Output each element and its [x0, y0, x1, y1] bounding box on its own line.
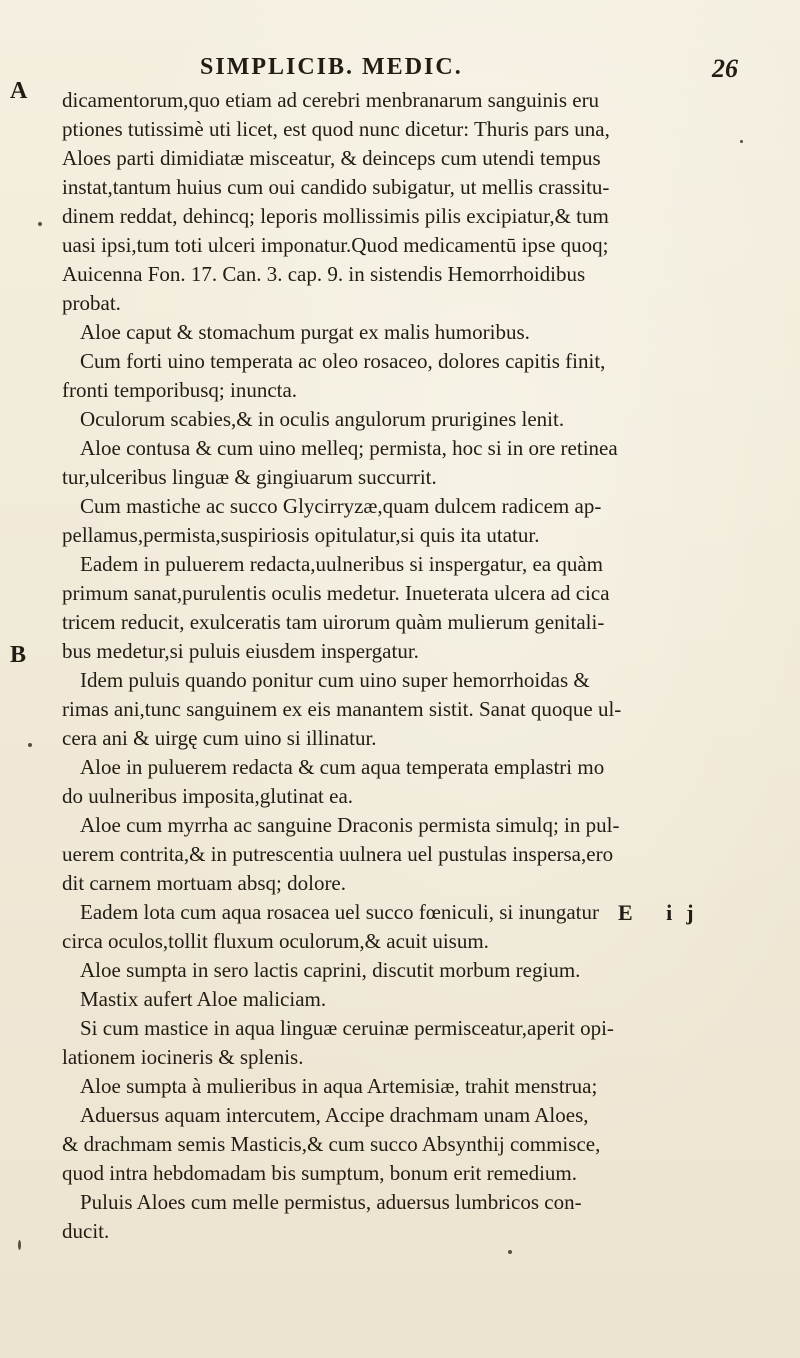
text-line: cera ani & uirgę cum uino si illinatur. [62, 726, 377, 750]
text-line: instat,tantum huius cum oui candido subigatur, ut mellis crassitu- [62, 175, 610, 199]
text-line: Oculorum scabies,& in oculis angulorum prurigines lenit. [80, 407, 565, 431]
body-text [62, 86, 726, 1246]
text-line: Si cum mastice in aqua linguæ ceruinæ permisceatur,aperit opi- [80, 1016, 614, 1040]
running-head: SIMPLICIB. MEDIC. [200, 54, 463, 80]
text-line: uasi ipsi,tum toti ulceri imponatur.Quod medicamentū ipse quoq; [62, 233, 609, 257]
text-line: uerem contrita,& in putrescentia uulnera uel pustulas inspersa,ero [62, 842, 614, 866]
text-line: Aduersus aquam intercutem, Accipe drachmam unam Aloes, [80, 1103, 589, 1127]
text-line: Cum mastiche ac succo Glycirryzæ,quam dulcem radicem ap- [80, 494, 602, 518]
text-line: Cum forti uino temperata ac oleo rosaceo, dolores capitis finit, [80, 349, 606, 373]
text-line: Puluis Aloes cum melle permistus, aduersus lumbricos con- [80, 1190, 582, 1214]
page-number: 26 [712, 54, 738, 83]
text-line: bus medetur,si puluis eiusdem inspergatur. [62, 639, 419, 663]
text-line: ducit. [62, 1219, 110, 1243]
text-line: circa oculos,tollit fluxum oculorum,& acuit uisum. [62, 929, 489, 953]
ink-speck [508, 1250, 512, 1254]
ink-speck [740, 140, 743, 143]
text-line: tur,ulceribus linguæ & gingiuarum succurrit. [62, 465, 437, 489]
text-line: Aloe caput & stomachum purgat ex malis humoribus. [80, 320, 530, 344]
text-line: Auicenna Fon. 17. Can. 3. cap. 9. in sistendis Hemorrhoidibus [62, 262, 586, 286]
ink-speck [38, 222, 42, 226]
margin-mark-b: B [10, 642, 27, 668]
text-line: dicamentorum,quo etiam ad cerebri menbranarum sanguinis eru [62, 88, 600, 112]
text-line: rimas ani,tunc sanguinem ex eis manantem sistit. Sanat quoque ul- [62, 697, 622, 721]
text-line: tricem reducit, exulceratis tam uirorum quàm mulierum genitali- [62, 610, 605, 634]
text-line: Aloe sumpta à mulieribus in aqua Artemisiæ, trahit menstrua; [80, 1074, 598, 1098]
text-line: Eadem lota cum aqua rosacea uel succo fœniculi, si inungatur [80, 900, 599, 924]
text-line: probat. [62, 291, 121, 315]
text-line: Idem puluis quando ponitur cum uino super hemorrhoidas & [80, 668, 590, 692]
text-line: & drachmam semis Masticis,& cum succo Absynthij commisce, [62, 1132, 601, 1156]
text-line: Aloe contusa & cum uino melleq; permista, hoc si in ore retinea [80, 436, 618, 460]
text-line: quod intra hebdomadam bis sumptum, bonum erit remedium. [62, 1161, 578, 1185]
text-line: Aloe in puluerem redacta & cum aqua temperata emplastri mo [80, 755, 605, 779]
catchword: E ij [618, 900, 708, 925]
ink-speck [28, 743, 32, 747]
text-line: primum sanat,purulentis oculis medetur. Inueterata ulcera ad cica [62, 581, 610, 605]
text-line: ptiones tutissimè uti licet, est quod nunc dicetur: Thuris pars una, [62, 117, 610, 141]
text-line: Aloe cum myrrha ac sanguine Draconis permista simulq; in pul- [80, 813, 620, 837]
text-line: dinem reddat, dehincq; leporis mollissimis pilis excipiatur,& tum [62, 204, 609, 228]
text-line: Eadem in puluerem redacta,uulneribus si inspergatur, ea quàm [80, 552, 604, 576]
text-line: lationem iocineris & splenis. [62, 1045, 304, 1069]
text-line: Mastix aufert Aloe maliciam. [80, 987, 327, 1011]
text-line: do uulneribus imposita,glutinat ea. [62, 784, 354, 808]
text-line: Aloes parti dimidiatæ misceatur, & deinceps cum utendi tempus [62, 146, 601, 170]
text-line: dit carnem mortuam absq; dolore. [62, 871, 347, 895]
margin-mark-a: A [10, 78, 28, 104]
text-line: fronti temporibusq; inuncta. [62, 378, 298, 402]
ink-speck [18, 1240, 21, 1250]
text-line: Aloe sumpta in sero lactis caprini, discutit morbum regium. [80, 958, 581, 982]
text-line: pellamus,permista,suspiriosis opitulatur,si quis ita utatur. [62, 523, 540, 547]
